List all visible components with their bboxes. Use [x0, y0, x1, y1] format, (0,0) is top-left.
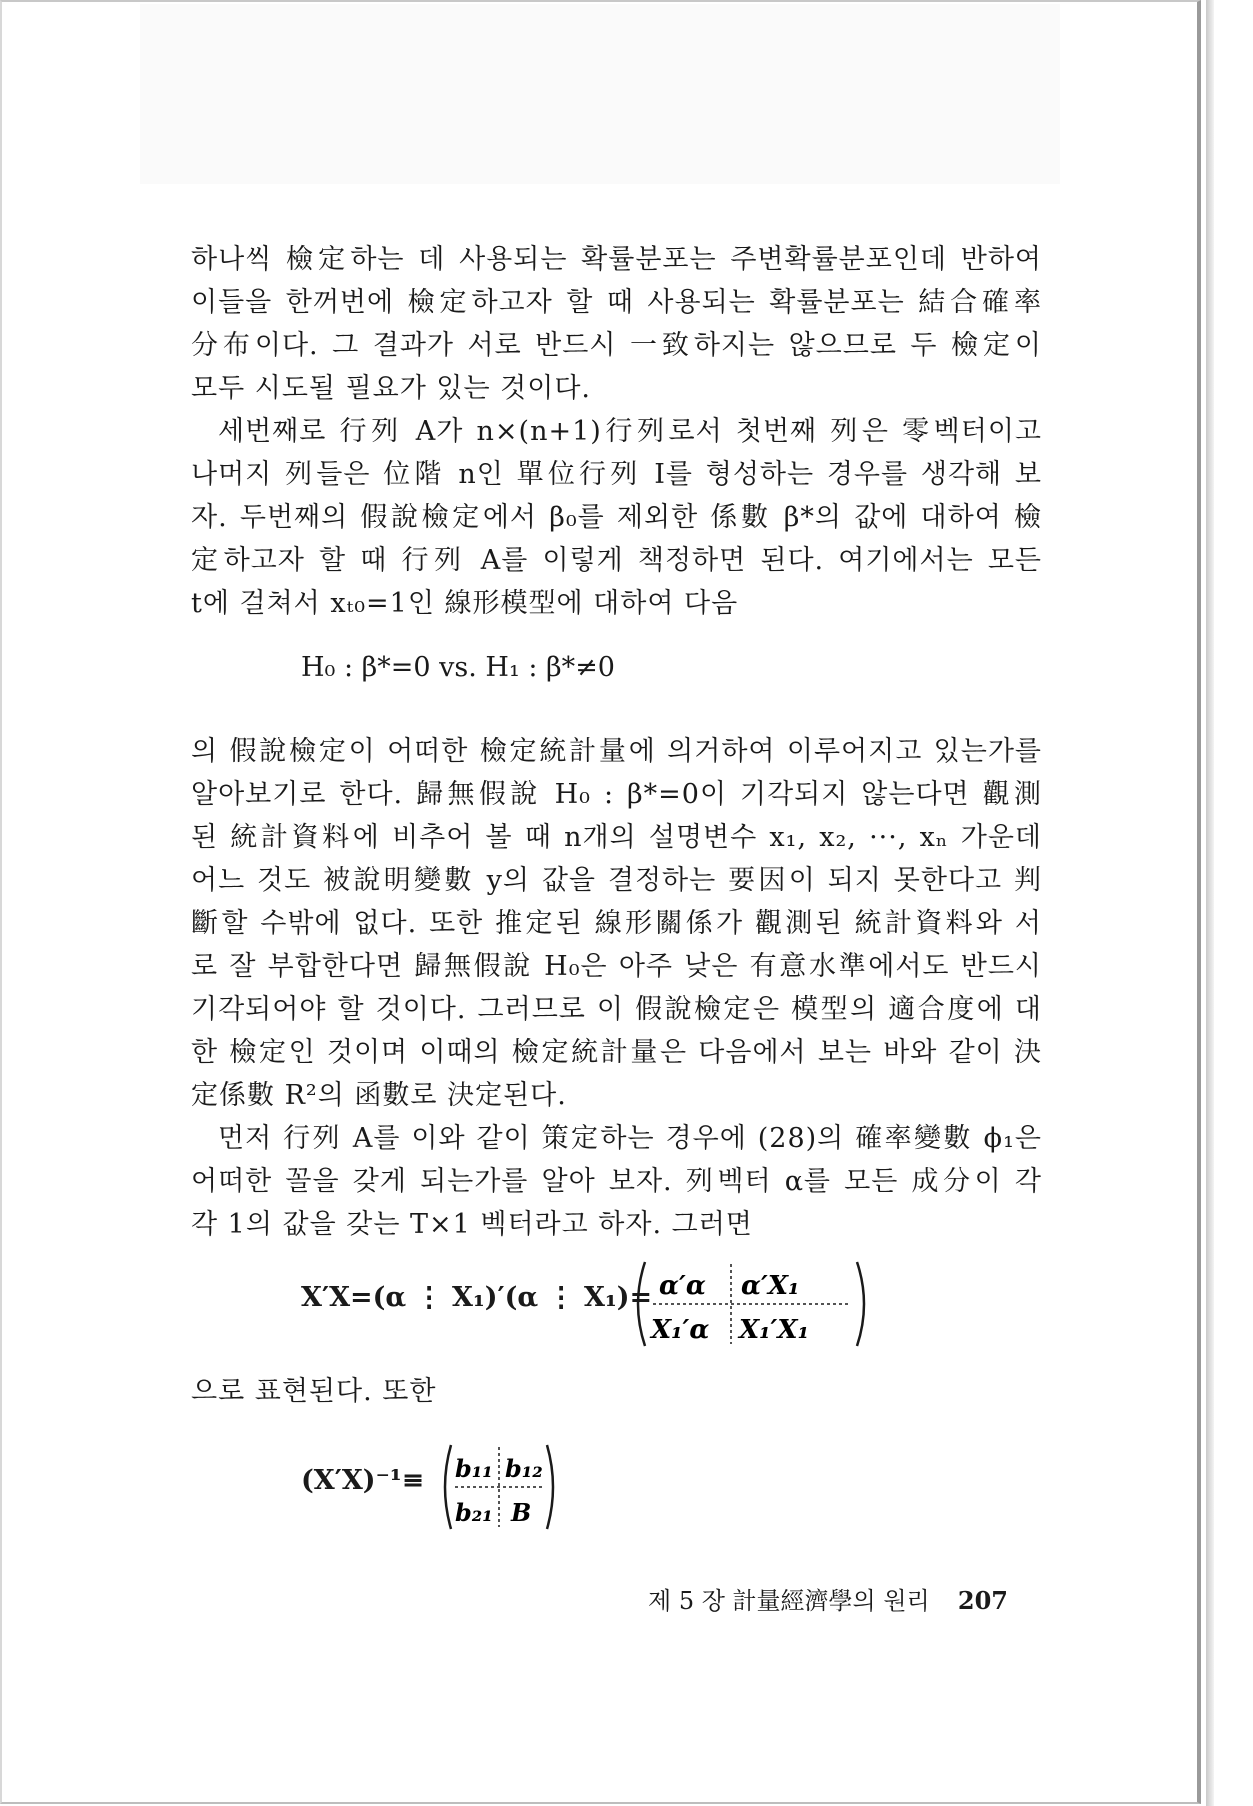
- matrix-cell: b₁₂: [505, 1454, 543, 1483]
- text-line: 먼저 行列 A를 이와 같이 策定하는 경우에 (28)의 確率變數 ϕ₁은: [218, 1123, 1042, 1154]
- matrix-equation-1: [191, 1256, 1042, 1352]
- running-footer: [648, 1583, 1008, 1619]
- text-line: 定하고자 할 때 行列 A를 이렇게 책정하면 된다. 여기에서는 모든: [191, 545, 1042, 576]
- text-line: 나머지 列들은 位階 n인 單位行列 I를 형성하는 경우를 생각해 보: [191, 459, 1042, 490]
- right-paren: [547, 1445, 553, 1529]
- text-line: 分布이다. 그 결과가 서로 반드시 一致하지는 않으므로 두 檢定이: [191, 330, 1042, 361]
- text-line: 로 잘 부합한다면 歸無假說 H₀은 아주 낮은 有意水準에서도 반드시: [191, 951, 1042, 982]
- text-line: 어느 것도 被說明變數 y의 값을 결정하는 要因이 되지 못한다고 判: [191, 865, 1042, 896]
- block-matrix-2: [439, 1439, 559, 1535]
- spacer: [191, 689, 1042, 730]
- text-line: 으로 표현된다. 또한: [191, 1376, 437, 1407]
- text-line: 斷할 수밖에 없다. 또한 推定된 線形關係가 觀測된 統計資料와 서: [191, 908, 1042, 939]
- matrix-cell: α′X₁: [741, 1271, 800, 1301]
- text-line: 자. 두번째의 假說檢定에서 β₀를 제외한 係數 β*의 값에 대하여 檢: [191, 502, 1042, 533]
- text-line: 한 檢定인 것이며 이때의 檢定統計量은 다음에서 보는 바와 같이 決: [191, 1037, 1042, 1068]
- matrix-lhs: X′X=(α ⋮ X₁)′(α ⋮ X₁)=: [301, 1282, 653, 1313]
- matrix-cell: b₂₁: [455, 1498, 493, 1527]
- paragraph-2: [191, 410, 1042, 625]
- scan-shading: [140, 4, 1060, 184]
- page-edge-shadow: [1206, 0, 1214, 1806]
- text-line: t에 걸쳐서 xₜ₀=1인 線形模型에 대하여 다음: [191, 588, 739, 619]
- text-line: 된 統計資料에 비추어 볼 때 n개의 설명변수 x₁, x₂, ···, xₙ 가운데: [191, 822, 1042, 853]
- matrix-cell: α′α: [659, 1271, 706, 1301]
- matrix-lhs: (X′X)⁻¹≡: [301, 1465, 425, 1496]
- text-line: 하나씩 檢定하는 데 사용되는 확률분포는 주변확률분포인데 반하여: [191, 244, 1042, 275]
- matrix-cell: b₁₁: [455, 1454, 493, 1483]
- matrix-equation-2: [191, 1439, 1042, 1535]
- left-paren: [445, 1445, 451, 1529]
- text-line: 세번째로 行列 A가 n×(n+1)行列로서 첫번째 列은 零벡터이고: [218, 416, 1042, 447]
- text-line: 이들을 한꺼번에 檢定하고자 할 때 사용되는 확률분포는 結合確率: [191, 287, 1042, 318]
- left-paren: [638, 1262, 645, 1346]
- text-line: 각 1의 값을 갖는 T×1 벡터라고 하자. 그러면: [191, 1209, 753, 1240]
- paragraph-4: [191, 1117, 1042, 1246]
- chapter-title: 제 5 장 計量經濟學의 원리: [648, 1587, 930, 1615]
- text-line: 定係數 R²의 函數로 決定된다.: [191, 1080, 567, 1111]
- matrix-cell: X₁′X₁: [739, 1315, 809, 1345]
- block-matrix-1: [631, 1256, 871, 1352]
- text-line: 어떠한 꼴을 갖게 되는가를 알아 보자. 列벡터 α를 모든 成分이 각: [191, 1166, 1042, 1197]
- text-line: 알아보기로 한다. 歸無假說 H₀ : β*=0이 기각되지 않는다면 觀測: [191, 779, 1042, 810]
- text-line: 모두 시도될 필요가 있는 것이다.: [191, 373, 591, 404]
- right-paren: [857, 1262, 864, 1346]
- matrix-cell: B: [511, 1498, 532, 1527]
- hypothesis-formula: H₀ : β*=0 vs. H₁ : β*≠0: [301, 652, 615, 683]
- page-number: 207: [957, 1586, 1008, 1615]
- paragraph-3: [191, 730, 1042, 1117]
- paragraph-1: [191, 238, 1042, 410]
- matrix-cell: X₁′α: [651, 1315, 710, 1345]
- text-line: 기각되어야 할 것이다. 그러므로 이 假說檢定은 模型의 適合度에 대: [191, 994, 1042, 1025]
- page-body: [191, 238, 1042, 1535]
- text-line: 의 假說檢定이 어떠한 檢定統計量에 의거하여 이루어지고 있는가를: [191, 736, 1042, 767]
